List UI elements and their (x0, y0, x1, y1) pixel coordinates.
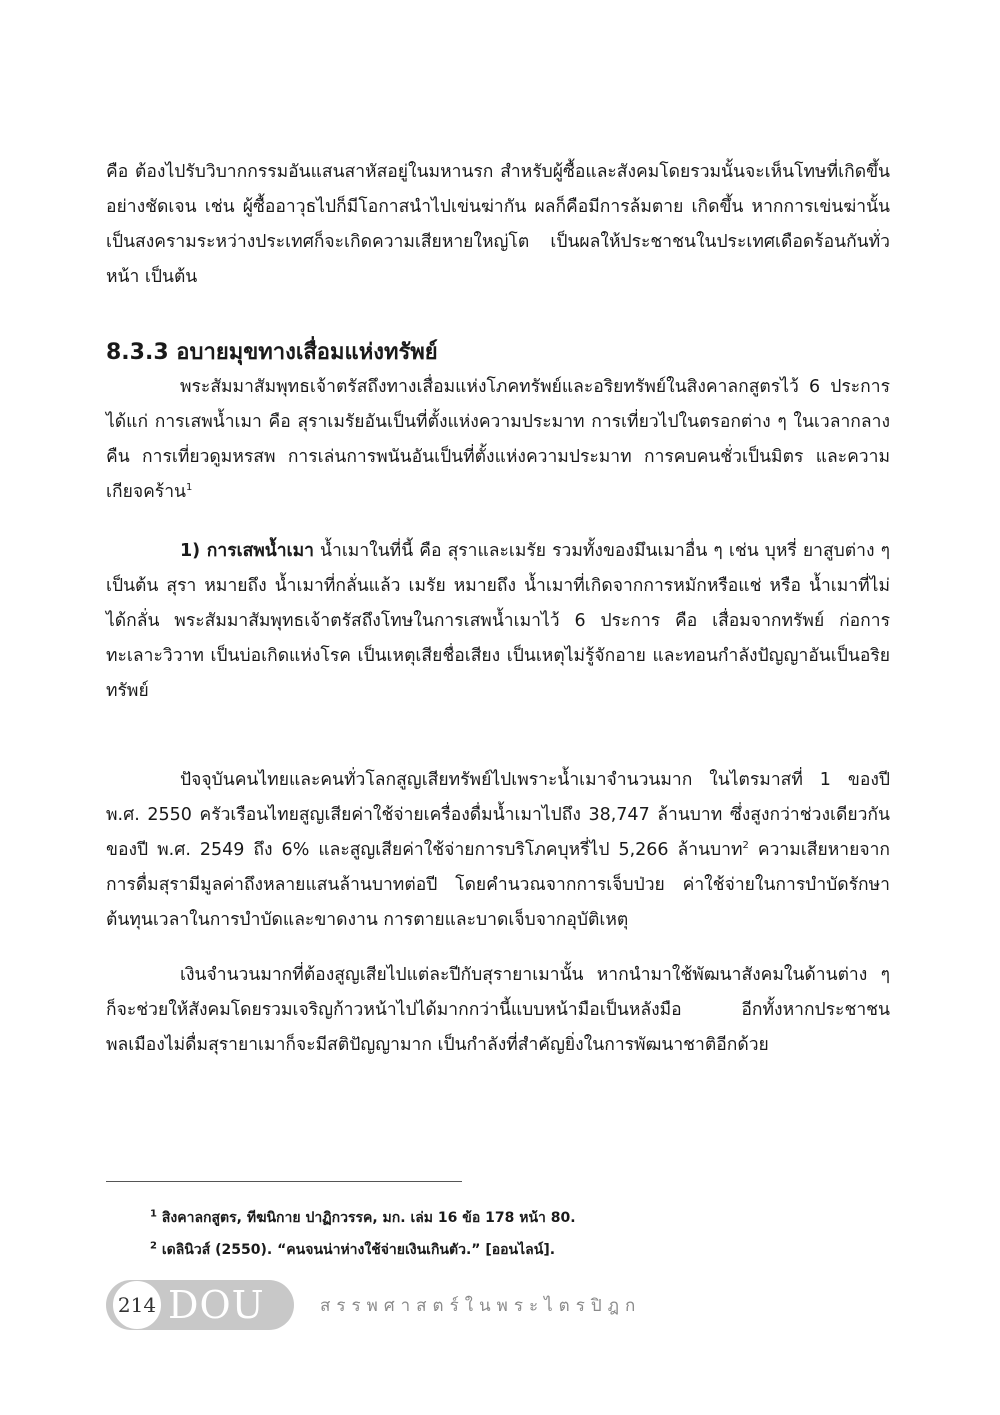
section-intro-text: พระสัมมาสัมพุทธเจ้าตรัสถึงทางเสื่อมแห่งโภคทรัพย์และอริยทรัพย์ในสิงคาลกสูตรไว้ 6 ประการ ได้แก่ การเสพน้ำเมา คือ สุราเมรัยอันเป็นที่ตั้งแห่งความประมาท การเที่ยวไปในตรอกต่าง ๆ ในเวลากลางคืน การเที่ยวดูมหรสพ การเล่นการพนันอันเป็นที่ตั้งแห่งความประมาท การคบคนชั่วเป็นมิตร และความเกียจคร้าน (106, 377, 890, 502)
footnote-ref-2[interactable]: 2 (742, 840, 749, 852)
footer-badge (106, 1280, 294, 1330)
footnote-ref-1[interactable]: 1 (185, 482, 193, 494)
footnote-1-number: 1 (150, 1208, 157, 1220)
item1-body: น้ำเมาในที่นี้ คือ สุราและเมรัย รวมทั้งของมึนเมาอื่น ๆ เช่น บุหรี่ ยาสูบต่าง ๆ เป็นต้น สุรา หมายถึง น้ำเมาที่กลั่นแล้ว เมรัย หมายถึง น้ำเมาที่เกิดจากการหมักหรือแช่ หรือ น้ำเมาที่ไม่ได้กลั่น พระสัมมาสัมพุทธเจ้าตรัสถึงโทษในการเสพน้ำเมาไว้ 6 ประการ คือ เสื่อมจากทรัพย์ ก่อการทะเลาะวิวาท เป็นบ่อเกิดแห่งโรค เป็นเหตุเสียชื่อเสียง เป็นเหตุไม่รู้จักอาย และทอนกำลังปัญญาอันเป็นอริยทรัพย์ (106, 541, 890, 701)
page-number: 214 (112, 1280, 162, 1330)
dou-logo: DOU (168, 1283, 265, 1327)
page-footer (106, 1280, 641, 1330)
loss-text-b: ความเสียหายจากการดื่มสุรามีมูลค่าถึงหลายแสนล้านบาทต่อปี โดยคำนวณจากการเจ็บป่วย ค่าใช้จ่ายในการบำบัดรักษา ต้นทุนเวลาในการบำบัดและขาดงาน การตายและบาดเจ็บจากอุบัติเหตุ (106, 840, 891, 930)
footnote-1 (150, 1202, 870, 1234)
item1-title: 1) การเสพน้ำเมา (180, 541, 314, 561)
loss-paragraph (106, 763, 890, 938)
footnote-divider (106, 1181, 462, 1182)
footnote-2 (150, 1234, 870, 1266)
conclusion-paragraph: เงินจำนวนมากที่ต้องสูญเสียไปแต่ละปีกับสุรายาเมานั้น หากนำมาใช้พัฒนาสังคมในด้านต่าง ๆ ก็จะช่วยให้สังคมโดยรวมเจริญก้าวหน้าไปได้มากกว่านี้แบบหน้ามือเป็นหลังมือ อีกทั้งหากประชาชนพลเมืองไม่ดื่มสุรายาเมาก็จะมีสติปัญญามาก เป็นกำลังที่สำคัญยิ่งในการพัฒนาชาติอีกด้วย (106, 965, 890, 1055)
intro-paragraph: คือ ต้องไปรับวิบากกรรมอันแสนสาหัสอยู่ในมหานรก สำหรับผู้ซื้อและสังคมโดยรวมนั้นจะเห็นโทษที่เกิดขึ้นอย่างชัดเจน เช่น ผู้ซื้ออาวุธไปก็มีโอกาสนำไปเข่นฆ่ากัน ผลก็คือมีการล้มตาย เกิดขึ้น หากการเข่นฆ่านั้นเป็นสงครามระหว่างประเทศก็จะเกิดความเสียหายใหญ่โต เป็นผลให้ประชาชนในประเทศเดือดร้อนกันทั่วหน้า เป็นต้น (106, 162, 890, 287)
loss-text-a: ปัจจุบันคนไทยและคนทั่วโลกสูญเสียทรัพย์ไปเพราะน้ำเมาจำนวนมาก ในไตรมาสที่ 1 ของปี พ.ศ. 2550 ครัวเรือนไทยสูญเสียค่าใช้จ่ายเครื่องดื่มน้ำเมาไปถึง 38,747 ล้านบาท ซึ่งสูงกว่าช่วงเดียวกันของปี พ.ศ. 2549 ถึง 6% และสูญเสียค่าใช้จ่ายการบริโภคบุหรี่ไป 5,266 ล้านบาท (106, 770, 890, 860)
footnote-2-number: 2 (150, 1240, 157, 1252)
section-heading: 8.3.3 อบายมุขทางเสื่อมแห่งทรัพย์ (106, 340, 438, 365)
item1-paragraph (106, 534, 890, 709)
book-title: สรรพศาสตร์ในพระไตรปิฎก (320, 1295, 642, 1316)
footnote-2-text: เดลินิวส์ (2550). “คนจนน่าห่างใช้จ่ายเงินเกินตัว.” [ออนไลน์]. (156, 1242, 556, 1258)
footnotes (150, 1202, 870, 1266)
footnote-1-text: สิงคาลกสูตร, ทีฆนิกาย ปาฏิกวรรค, มก. เล่ม 16 ข้อ 178 หน้า 80. (156, 1210, 576, 1226)
section-intro-paragraph (106, 370, 890, 510)
